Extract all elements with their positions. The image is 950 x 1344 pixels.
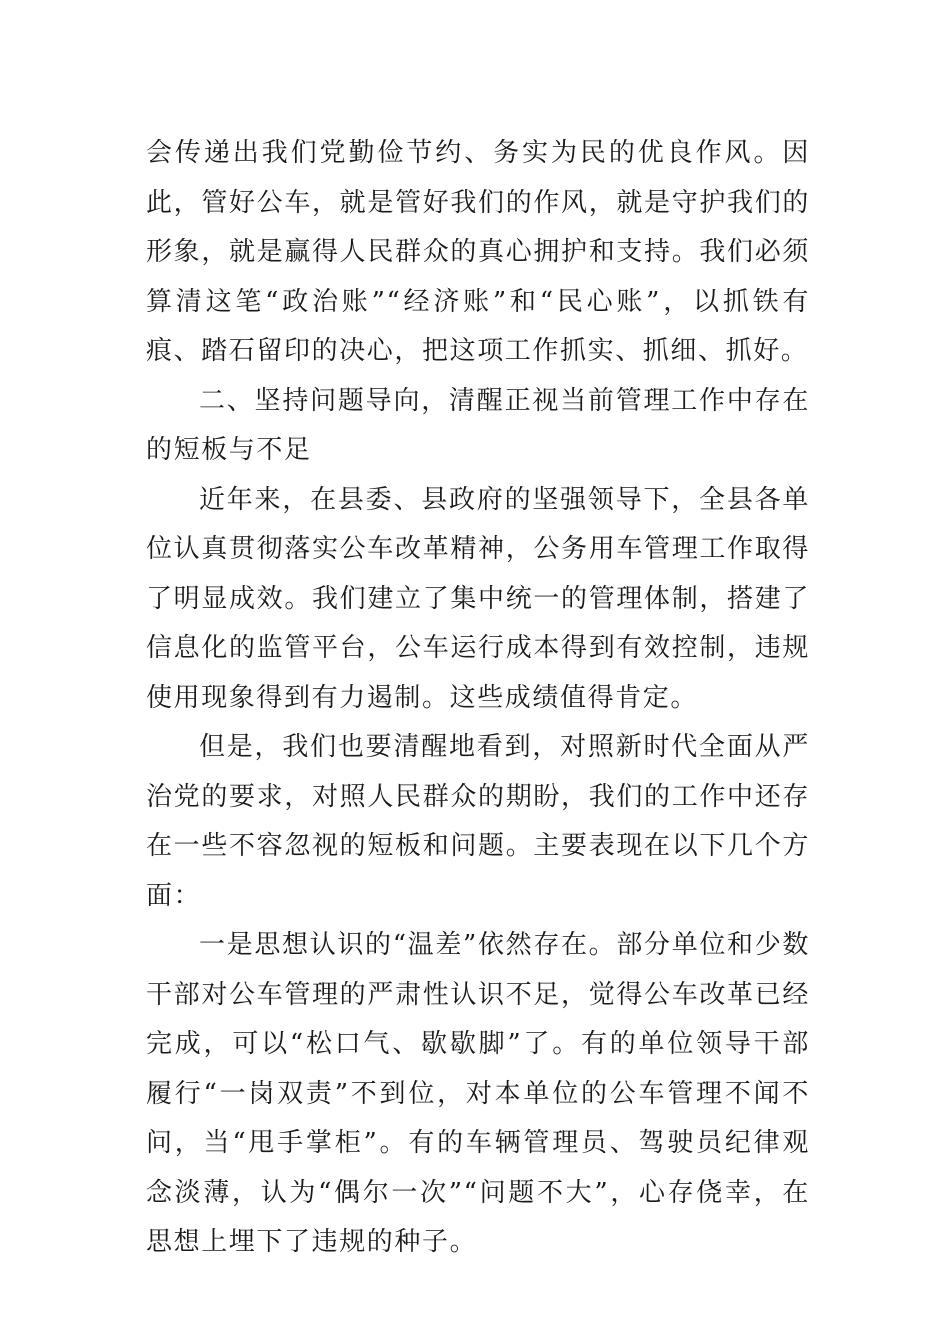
section-heading-2: 二、坚持问题导向，清醒正视当前管理工作中存在的短板与不足 bbox=[146, 385, 810, 465]
paragraph-achievements: 近年来，在县委、县政府的坚强领导下，全县各单位认真贯彻落实公车改革精神，公务用车管理工作取得了明显成效。我们建立了集中统一的管理体制，搭建了信息化的监管平台，公车运行成本得到有效控制，违规使用现象得到有力遏制。这些成绩值得肯定。 bbox=[146, 484, 810, 713]
paragraph-problem-1: 一是思想认识的“温差”依然存在。部分单位和少数干部对公车管理的严肃性认识不足，觉得公车改革已经完成，可以“松口气、歇歇脚”了。有的单位领导干部履行“一岗双责”不到位，对本单位的公车管理不闻不问，当“甩手掌柜”。有的车辆管理员、驾驶员纪律观念淡薄，认为“偶尔一次”“问题不大”，心存侥幸，在思想上埋下了违规的种子。 bbox=[146, 930, 811, 1257]
paragraph-problems-intro: 但是，我们也要清醒地看到，对照新时代全面从严治党的要求，对照人民群众的期盼，我们的工作中还存在一些不容忽视的短板和问题。主要表现在以下几个方面： bbox=[146, 732, 810, 911]
paragraph-continuation: 会传递出我们党勤俭节约、务实为民的优良作风。因此，管好公车，就是管好我们的作风，就是守护我们的形象，就是赢得人民群众的真心拥护和支持。我们必须算清这笔“政治账”“经济账”和“民心账”，以抓铁有痕、踏石留印的决心，把这项工作抓实、抓细、抓好。 bbox=[146, 138, 810, 366]
document-body bbox=[146, 129, 810, 1268]
